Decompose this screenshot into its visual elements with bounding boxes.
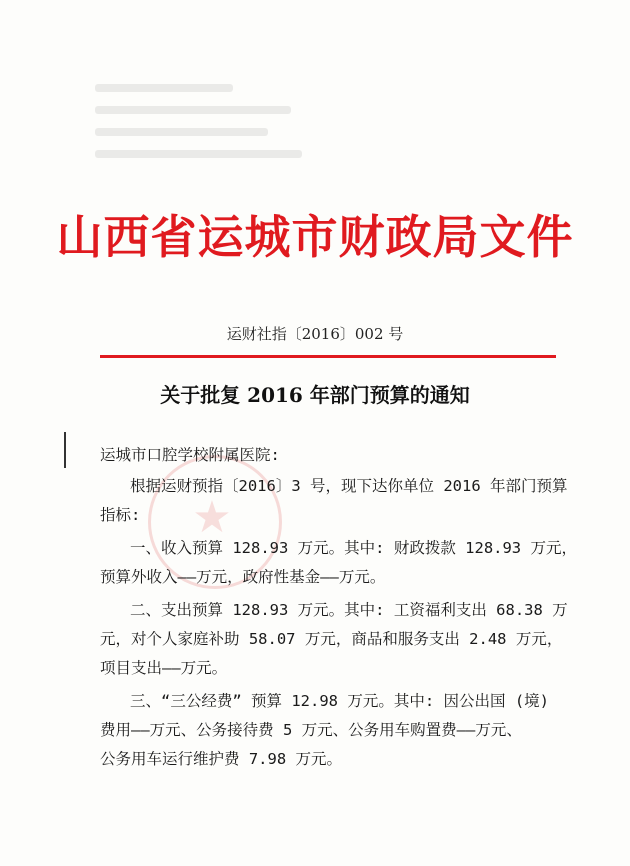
- body-line: 指标:: [100, 506, 141, 524]
- body-line: 元，对个人家庭补助 58.07 万元，商品和服务支出 2.48 万元，: [100, 630, 563, 648]
- body-line: 三、“三公经费” 预算 12.98 万元。其中: 因公出国 (境): [130, 692, 549, 710]
- body-line: 项目支出——万元。: [100, 659, 228, 677]
- body-line: 二、支出预算 128.93 万元。其中: 工资福利支出 68.38 万: [130, 601, 568, 619]
- notice-title: 关于批复 2016 年部门预算的通知: [160, 383, 470, 407]
- agency-header-title: 山西省运城市财政局文件: [56, 210, 574, 264]
- salutation: 运城市口腔学校附属医院:: [100, 446, 280, 464]
- body-line: 预算外收入——万元，政府性基金——万元。: [100, 568, 386, 586]
- document-number: 运财社指〔2016〕002 号: [226, 325, 404, 343]
- bleed-through-texture: [95, 70, 325, 210]
- red-divider-line: [100, 355, 556, 358]
- seal-star-icon: ★: [192, 492, 232, 543]
- margin-mark: [64, 432, 66, 468]
- body-line: 费用——万元、公务接待费 5 万元、公务用车购置费——万元、: [100, 721, 522, 739]
- body-line: 公务用车运行维护费 7.98 万元。: [100, 750, 342, 768]
- body-line: 根据运财预指〔2016〕3 号，现下达你单位 2016 年部门预算: [130, 477, 568, 495]
- body-line: 一、收入预算 128.93 万元。其中: 财政拨款 128.93 万元，: [130, 539, 577, 557]
